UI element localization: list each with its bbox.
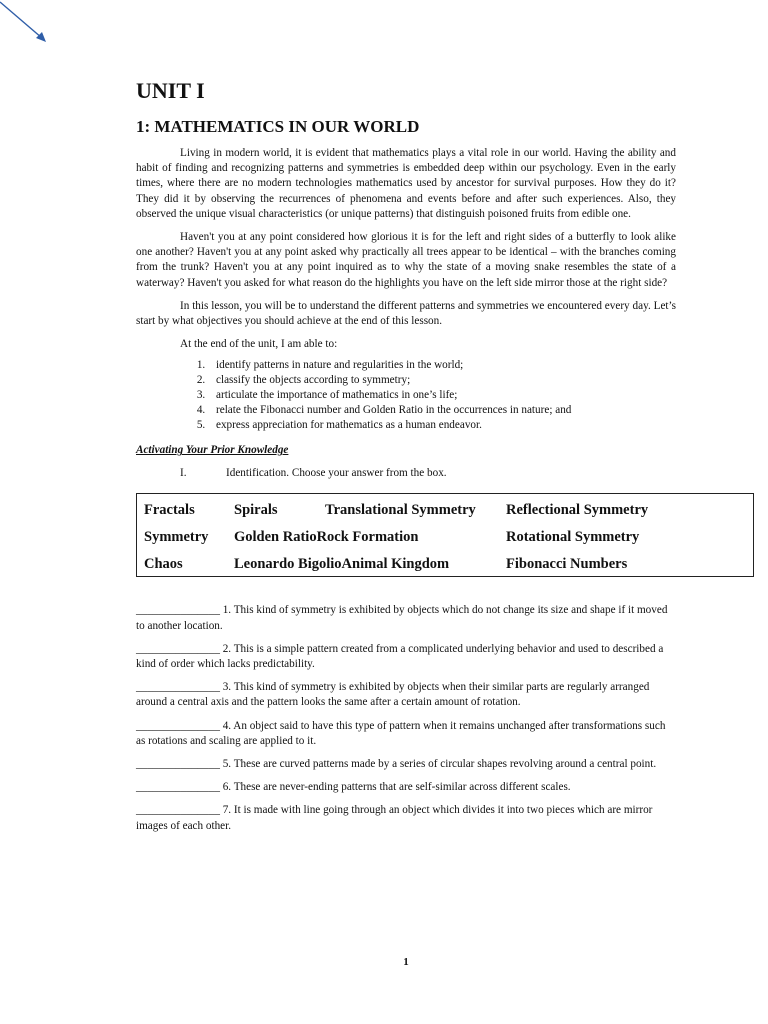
objectives-list [136, 358, 676, 433]
question-7: _______________ 7. It is made with line going through an object which divides it into two pieces which are mirror images of each other. [136, 804, 653, 832]
section-title: 1: MATHEMATICS IN OUR WORLD [136, 117, 420, 136]
identification-instruction [180, 466, 676, 481]
word-leonardo-animal-kingdom: Leonardo BigolioAnimal Kingdom [234, 556, 450, 573]
paragraph-2: Haven't you at any point considered how glorious it is for the left and right sides of a butterfly to look alike one another? Haven't you at any point asked why practically all trees appear to be identical – with the branches coming from the trunk? Haven't you at any point inquired as to why the state of a moving snake resembles the state of a waterway? Haven't you asked for what reason do the highlights you have on the left side mirror those at the right side? [136, 231, 676, 289]
arrow-annotation-icon [0, 0, 60, 50]
answer-word-box [136, 493, 754, 577]
objective-item: 3. articulate the importance of mathematics in one’s life; [208, 388, 676, 403]
word-spirals: Spirals [234, 502, 278, 519]
objectives-intro: At the end of the unit, I am able to: [180, 338, 338, 351]
word-translational-symmetry: Translational Symmetry [325, 502, 476, 519]
identification-numeral: I. [180, 467, 187, 480]
word-fibonacci-numbers: Fibonacci Numbers [506, 556, 628, 573]
unit-title: UNIT I [136, 78, 205, 103]
word-rotational-symmetry: Rotational Symmetry [506, 529, 640, 546]
objective-item: 5. express appreciation for mathematics as a human endeavor. [208, 418, 676, 433]
question-3: _______________ 3. This kind of symmetry is exhibited by objects when their similar parts are regularly arranged around a central axis and the pattern looks the same after a certain amount of rotation. [136, 681, 650, 709]
prior-knowledge-heading: Activating Your Prior Knowledge [136, 444, 289, 457]
question-4: _______________ 4. An object said to have this type of pattern when it remains unchanged after transformations such as rotations and scaling are applied to it. [136, 719, 666, 747]
paragraph-1: Living in modern world, it is evident that mathematics plays a vital role in our world. Having the ability and habit of finding and recognizing patterns and symmetries is embedded deep within our psychology. Even in the early times, where there are no modern technologies mathematics used by ancestor for survival purposes. How they do it? They did it by observing the recurrences of phenomena and events before and after such experiences. Also, they observed the unique visual characteristics (or unique patterns) that distinguish poisoned fruits from edible one. [136, 147, 676, 220]
question-5: _______________ 5. These are curved patterns made by a series of circular shapes revolving around a central point. [136, 758, 657, 771]
question-1: _______________ 1. This kind of symmetry is exhibited by objects which do not change its size and shape if it moved to another location. [136, 604, 668, 632]
identification-text: Identification. Choose your answer from the box. [226, 467, 447, 480]
word-chaos: Chaos [144, 556, 183, 573]
objective-item: 4. relate the Fibonacci number and Golden Ratio in the occurrences in nature; and [208, 403, 676, 418]
word-fractals: Fractals [144, 502, 195, 519]
paragraph-3: In this lesson, you will be to understand the different patterns and symmetries we encountered every day. Let’s start by what objectives you should achieve at the end of this lesson. [136, 299, 676, 328]
word-reflectional-symmetry: Reflectional Symmetry [506, 502, 649, 519]
question-6: _______________ 6. These are never-ending patterns that are self-similar across different scales. [136, 781, 571, 794]
page-number: 1 [403, 956, 409, 968]
word-golden-ratio-rock-formation: Golden RatioRock Formation [234, 529, 419, 546]
word-symmetry: Symmetry [144, 529, 209, 546]
objective-item: 1. identify patterns in nature and regularities in the world; [208, 358, 676, 373]
document-page [136, 78, 676, 842]
question-2: _______________ 2. This is a simple pattern created from a complicated underlying behavior and used to described a kind of order which lacks predictability. [136, 642, 664, 671]
objective-item: 2. classify the objects according to symmetry; [208, 373, 676, 388]
